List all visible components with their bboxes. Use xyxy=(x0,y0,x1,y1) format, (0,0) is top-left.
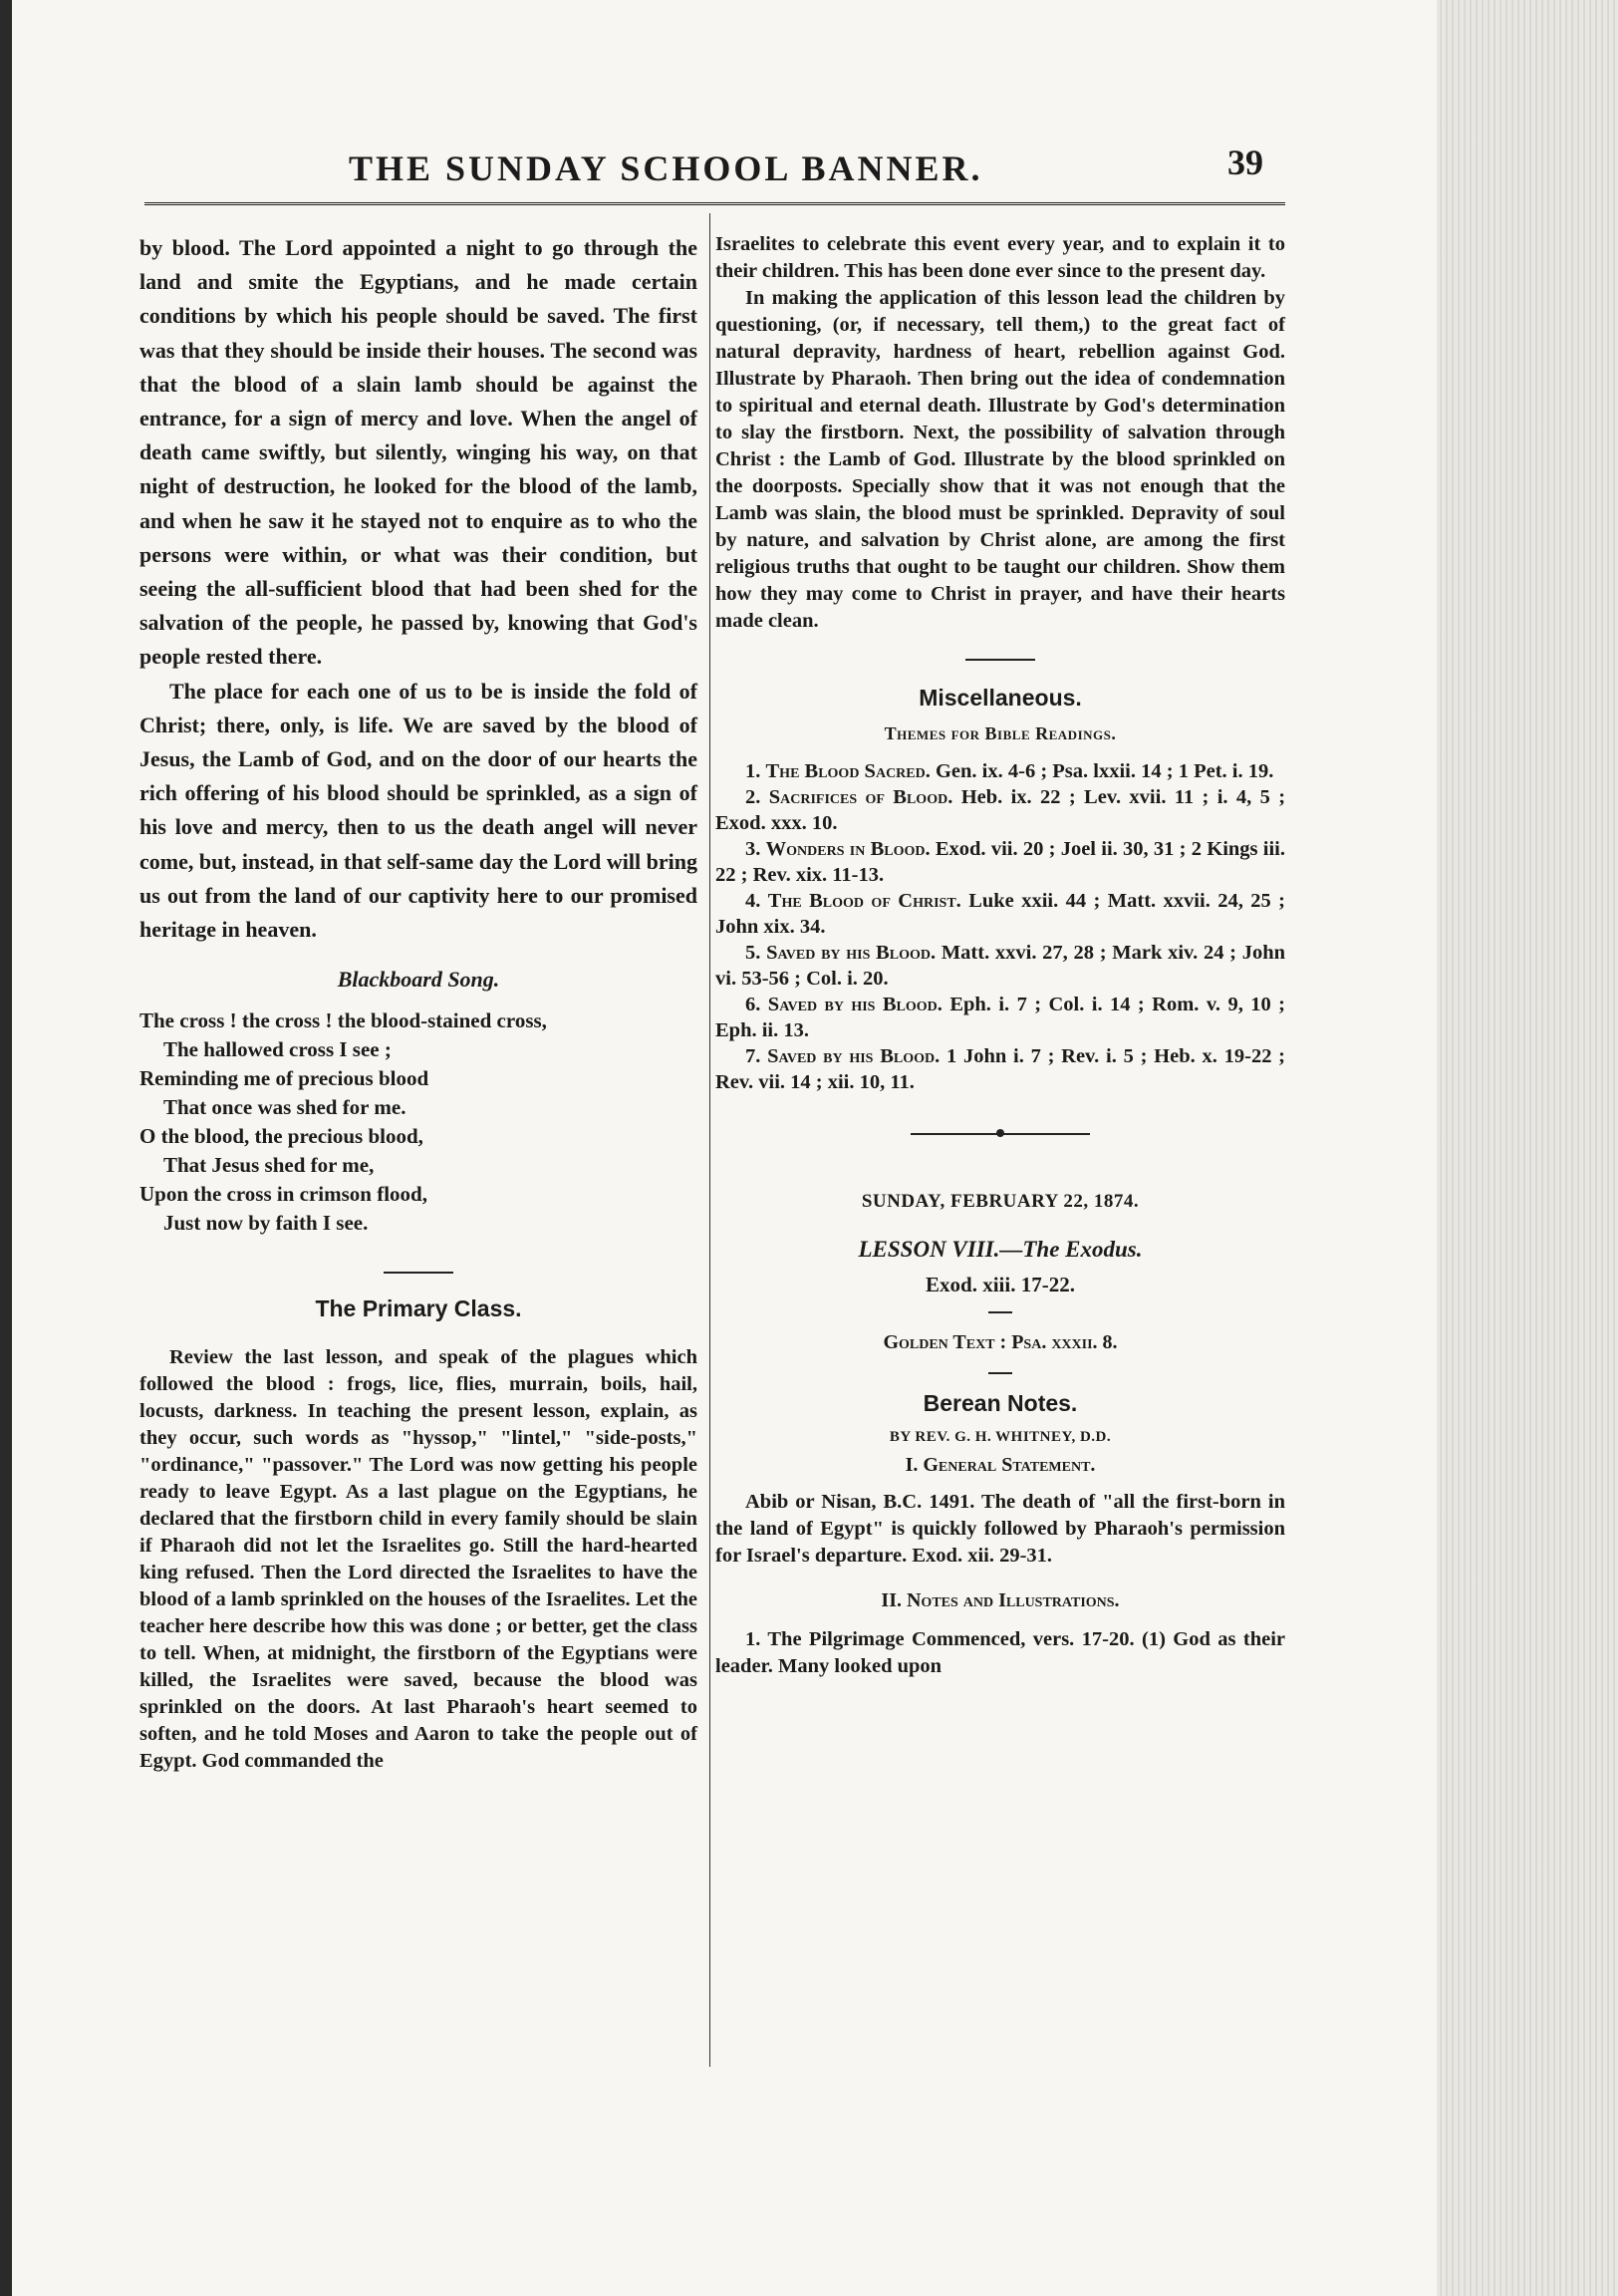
song-line: The cross ! the cross ! the blood-stained cross, xyxy=(139,1008,547,1033)
paragraph-notes-item: 1. The Pilgrimage Commenced, vers. 17-20. (1) God as their leader. Many looked upon xyxy=(715,1628,1285,1677)
theme-item: 6. Saved by his Blood. Eph. i. 7 ; Col. i. 14 ; Rom. v. 9, 10 ; Eph. ii. 13. xyxy=(715,994,1286,1041)
theme-item: 2. Sacrifices of Blood. Heb. ix. 22 ; Lev. xvii. 11 ; i. 4, 5 ; Exod. xxx. 10. xyxy=(715,786,1286,834)
section-divider xyxy=(965,659,1035,661)
lesson-title: LESSON VIII.—The Exodus. xyxy=(858,1237,1143,1262)
song-line: Upon the cross in crimson flood, xyxy=(139,1182,427,1207)
theme-item: 4. The Blood of Christ. Luke xxii. 44 ; Matt. xxvii. 24, 25 ; John xix. 34. xyxy=(715,890,1286,938)
song-line: That Jesus shed for me, xyxy=(163,1153,375,1178)
right-column xyxy=(715,231,1285,1680)
themes-list xyxy=(715,758,1285,1095)
header-rule xyxy=(144,202,1285,208)
paragraph-inside-the-fold: The place for each one of us to be is inside the fold of Christ; there, only, is life. We are saved by the blood of Jesus, the Lamb of God, and on the door of our hearts the rich offering of his blood should be sprinkled, as a sign of his love and mercy, then to us the death angel will never come, but, instead, in that self-same day the Lord will bring us out from the land of our captivity here to our promised heritage in heaven. xyxy=(139,678,697,943)
theme-item: 5. Saved by his Blood. Matt. xxvi. 27, 28 ; Mark xiv. 24 ; John vi. 53-56 ; Col. i. 20. xyxy=(715,942,1286,990)
notes-heading: II. Notes and Illustrations. xyxy=(881,1589,1120,1611)
page-stack-edges xyxy=(1437,0,1618,2296)
left-column xyxy=(139,231,697,1775)
song-line: Just now by faith I see. xyxy=(163,1211,369,1236)
themes-heading: Themes for Bible Readings. xyxy=(884,723,1117,743)
song-line: The hallowed cross I see ; xyxy=(163,1037,392,1062)
primary-class-heading: The Primary Class. xyxy=(315,1295,522,1322)
lesson-reference: Exod. xiii. 17-22. xyxy=(926,1273,1075,1296)
general-statement-heading: I. General Statement. xyxy=(905,1454,1096,1476)
lesson-date: SUNDAY, FEBRUARY 22, 1874. xyxy=(861,1191,1140,1212)
berean-notes-heading: Berean Notes. xyxy=(923,1390,1078,1416)
dash-divider xyxy=(988,1372,1012,1374)
song-line: Reminding me of precious blood xyxy=(139,1066,429,1091)
blackboard-song-title: Blackboard Song. xyxy=(337,967,500,993)
golden-text: Golden Text : Psa. xxxii. 8. xyxy=(883,1331,1118,1353)
column-divider xyxy=(709,213,710,2067)
running-header-title: THE SUNDAY SCHOOL BANNER. xyxy=(349,148,983,188)
section-divider xyxy=(384,1272,453,1274)
paragraph-application: In making the application of this lesson lead the children by questioning, (or, if necessary, tell them,) to the great fact of natural depravity, hardness of heart, rebellion against God. Illustrate by Pharaoh. Then bring out the idea of condemnation to spiritual and eternal death. Illustrate by God's determination to slay the firstborn. Next, the possibility of salvation through Christ : the Lamb of God. Illustrate by the blood sprinkled on the doorposts. Specially show that it was not enough that the Lamb was slain, the blood must be sprinkled. Depravity of soul by nature, and salvation by Christ alone, are among the first religious truths that ought to be taught our children. Show them how they may come to Christ in prayer, and have their hearts made clean. xyxy=(715,287,1285,632)
paragraph-passover: by blood. The Lord appointed a night to go through the land and smite the Egyptians, and he made certain conditions by which his people should be saved. The first was that they should be inside their houses. The second was that the blood of a slain lamb should be against the entrance, for a sign of mercy and love. When the angel of death came swiftly, but silently, winging his way, on that night of destruction, he looked for the blood of the lamb, and when he saw it he stayed not to enquire as to who the persons were within, or what was their condition, but seeing the all-sufficient blood that had been shed for the salvation of the people, he passed by, knowing that God's people rested there. xyxy=(139,235,697,670)
theme-item: 1. The Blood Sacred. Gen. ix. 4-6 ; Psa. lxxii. 14 ; 1 Pet. i. 19. xyxy=(745,760,1274,782)
book-binding-edge xyxy=(0,0,12,2296)
byline: BY REV. G. H. WHITNEY, D.D. xyxy=(889,1429,1112,1445)
ornamental-rule xyxy=(911,1129,1090,1139)
dash-divider xyxy=(988,1311,1012,1313)
miscellaneous-heading: Miscellaneous. xyxy=(919,685,1082,711)
blackboard-song xyxy=(139,1006,697,1238)
theme-item: 3. Wonders in Blood. Exod. vii. 20 ; Joel ii. 30, 31 ; 2 Kings iii. 22 ; Rev. xix. 11-13. xyxy=(715,838,1285,886)
theme-item: 7. Saved by his Blood. 1 John i. 7 ; Rev. i. 5 ; Heb. x. 19-22 ; Rev. vii. 14 ; xii. 10, 11. xyxy=(715,1045,1286,1093)
song-line: O the blood, the precious blood, xyxy=(139,1124,423,1149)
paragraph-general-statement: Abib or Nisan, B.C. 1491. The death of "all the first-born in the land of Egypt" is quickly followed by Pharaoh's permission for Israel's departure. Exod. xii. 29-31. xyxy=(715,1491,1285,1567)
paragraph-celebrate: Israelites to celebrate this event every year, and to explain it to their children. This has been done ever since to the present day. xyxy=(715,233,1285,282)
paragraph-primary-class: Review the last lesson, and speak of the plagues which followed the blood : frogs, lice, flies, murrain, boils, hail, locusts, darkness. In teaching the present lesson, explain, as they occur, such words as "hyssop," "lintel," "side-posts," "ordinance," "passover." The Lord was now getting his people ready to leave Egypt. As a last plague on the Egyptians, he declared that the firstborn child in every family should be slain if Pharaoh did not let the Israelites go. Still the hard-hearted king refused. Then the Lord directed the Israelites to have the blood of a lamb sprinkled on the houses of the Israelites. Let the teacher here describe how this was done ; or better, get the class to tell. When, at midnight, the firstborn of the Egyptians were killed, the Israelites were saved, because the blood was sprinkled on the doors. At last Pharaoh's heart seemed to soften, and he told Moses and Aaron to take the people out of Egypt. God commanded the xyxy=(139,1346,697,1773)
song-line: That once was shed for me. xyxy=(163,1095,406,1120)
page-number: 39 xyxy=(1227,143,1263,182)
